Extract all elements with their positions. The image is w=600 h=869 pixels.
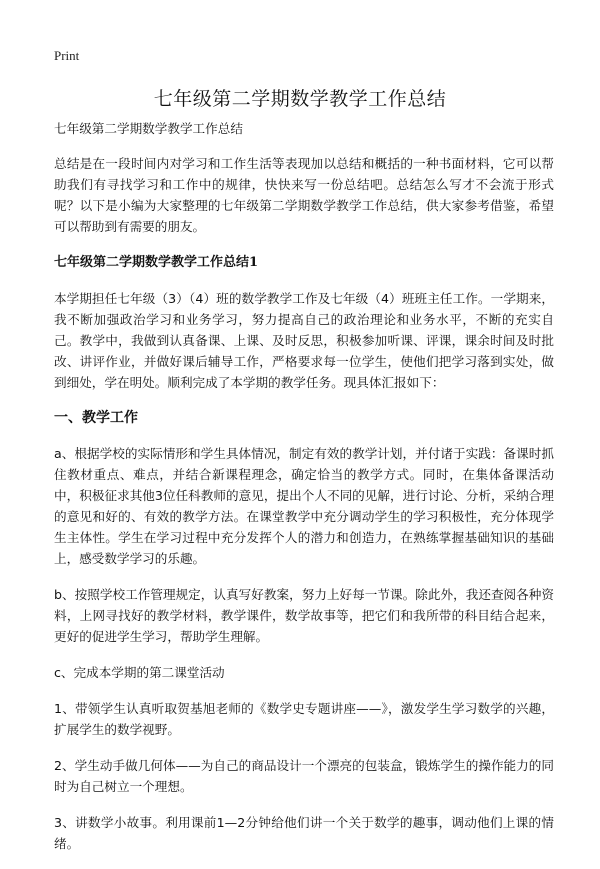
item-c1-paragraph: 1、带领学生认真听取贺基旭老师的《数学史专题讲座——》，激发学生学习数学的兴趣，扩展学生的数学视野。: [54, 701, 554, 737]
section-title: 七年级第二学期数学教学工作总结1: [54, 255, 259, 270]
document-title: 七年级第二学期数学教学工作总结: [153, 88, 447, 110]
item-a-paragraph: a、根据学校的实际情形和学生具体情况，制定有效的教学计划，并付诸于实践：备课时抓住教材重点、难点，并结合新课程理念，确定恰当的教学方式。同时，在集体备课活动中，积极征求其他3位任科教师的意见，提出个人不同的见解，进行讨论、分析，采纳合理的意见和好的、有效的教学方法。在课堂教学中充分调动学生的学习积极性，充分体现学生主体性。学生在学习过程中充分发挥个人的潜力和创造力，在熟练掌握基础知识的基础上，感受数学学习的乐趣。: [54, 446, 554, 566]
item-c-paragraph: c、完成本学期的第二课堂活动: [54, 665, 225, 680]
item-b-paragraph: b、按照学校工作管理规定，认真写好教案，努力上好每一节课。除此外，我还查阅各种资料，上网寻找好的教学材料，教学课件，数学故事等，把它们和我所带的科目结合起来，更好的促进学生学习，帮助学生理解。: [54, 587, 554, 644]
print-link[interactable]: Print: [54, 48, 80, 63]
summary-paragraph: 本学期担任七年级（3）（4）班的数学教学工作及七年级（4）班班主任工作。一学期来，我不断加强政治学习和业务学习，努力提高自己的政治理论和业务水平，不断的充实自己。教学中，我做到认真备课、上课、及时反思，积极参加听课、评课，课余时间及时批改、讲评作业，并做好课后辅导工作，严格要求每一位学生，使他们把学习落到实处，做到细处，学在明处。顺利完成了本学期的教学任务。现具体汇报如下：: [54, 291, 554, 390]
document-body: [54, 118, 554, 869]
item-c2-paragraph: 2、学生动手做几何体——为自己的商品设计一个漂亮的包装盒，锻炼学生的操作能力的同时为自己树立一个理想。: [54, 758, 554, 794]
section-heading-teaching: 一、教学工作: [54, 410, 138, 426]
document-subtitle: 七年级第二学期数学教学工作总结: [54, 121, 243, 136]
item-c3-paragraph: 3、讲数学小故事。利用课前1—2分钟给他们讲一个关于数学的趣事，调动他们上课的情绪。: [54, 815, 554, 851]
intro-paragraph: 总结是在一段时间内对学习和工作生活等表现加以总结和概括的一种书面材料，它可以帮助我们有寻找学习和工作中的规律，快快来写一份总结吧。总结怎么写才不会流于形式呢？以下是小编为大家整理的七年级第二学期数学教学工作总结，供大家参考借鉴，希望可以帮助到有需要的朋友。: [54, 156, 554, 234]
